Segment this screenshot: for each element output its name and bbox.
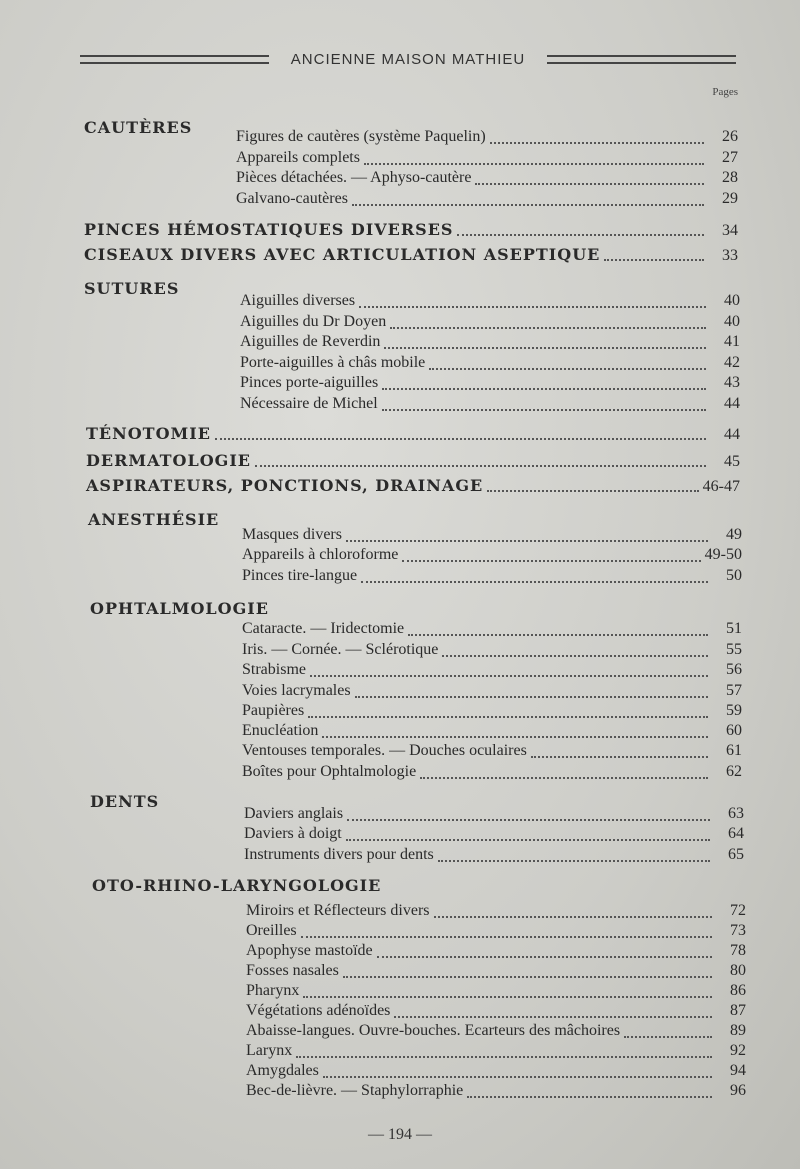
- toc-entry: Pinces porte-aiguilles 43: [240, 374, 740, 391]
- toc-entry: Pinces tire-langue 50: [242, 567, 742, 584]
- toc-entry: Pièces détachées. — Aphyso-cautère 28: [236, 169, 738, 186]
- toc-entry: Miroirs et Réflecteurs divers 72: [246, 902, 746, 919]
- pages-column-label: Pages: [712, 86, 738, 98]
- page-header: [80, 44, 736, 74]
- toc-entry: Strabisme 56: [242, 661, 742, 678]
- section-title-ophtalmologie: OPHTALMOLOGIE: [90, 599, 269, 618]
- toc-entry: Iris. — Cornée. — Sclérotique 55: [242, 641, 742, 658]
- toc-entry: Figures de cautères (système Paquelin) 26: [236, 128, 738, 145]
- toc-entry: Cataracte. — Iridectomie 51: [242, 620, 742, 637]
- toc-entry: Bec-de-lièvre. — Staphylorraphie 96: [246, 1082, 746, 1099]
- toc-entry: Amygdales 94: [246, 1062, 746, 1079]
- toc-entry: Larynx 92: [246, 1042, 746, 1059]
- toc-section-entry: DERMATOLOGIE 45: [86, 451, 740, 470]
- section-title-orl: OTO-RHINO-LARYNGOLOGIE: [92, 876, 382, 895]
- toc-entry: Enucléation 60: [242, 722, 742, 739]
- toc-entry: Apophyse mastoïde 78: [246, 942, 746, 959]
- toc-entry: Aiguilles du Dr Doyen 40: [240, 313, 740, 330]
- section-title-sutures: SUTURES: [84, 279, 180, 298]
- toc-section-entry: CISEAUX DIVERS AVEC ARTICULATION ASEPTIQUE 33: [84, 245, 738, 264]
- toc-entry: Masques divers 49: [242, 526, 742, 543]
- toc-entry: Porte-aiguilles à châs mobile 42: [240, 354, 740, 371]
- toc-entry: Daviers anglais 63: [244, 805, 744, 822]
- toc-entry: Instruments divers pour dents 65: [244, 846, 744, 863]
- toc-entry: Appareils à chloroforme 49-50: [242, 546, 742, 563]
- toc-entry: Aiguilles diverses 40: [240, 292, 740, 309]
- header-rule-left: [80, 55, 269, 64]
- toc-entry: Ventouses temporales. — Douches oculaires 61: [242, 742, 742, 759]
- toc-entry: Appareils complets 27: [236, 149, 738, 166]
- toc-entry: Nécessaire de Michel 44: [240, 395, 740, 412]
- toc-entry: Pharynx 86: [246, 982, 746, 999]
- section-title-cauteres: CAUTÈRES: [84, 118, 193, 137]
- header-rule-right: [547, 55, 736, 64]
- section-title-dents: DENTS: [90, 792, 160, 811]
- toc-section-entry: TÉNOTOMIE 44: [86, 424, 740, 443]
- toc-section-entry: PINCES HÉMOSTATIQUES DIVERSES 34: [84, 220, 738, 239]
- toc-entry: Galvano-cautères 29: [236, 190, 738, 207]
- header-title: ANCIENNE MAISON MATHIEU: [290, 50, 526, 68]
- toc-entry: Végétations adénoïdes 87: [246, 1002, 746, 1019]
- section-title-anesthesie: ANESTHÉSIE: [88, 510, 220, 529]
- toc-entry: Abaisse-langues. Ouvre-bouches. Ecarteurs des mâchoires 89: [246, 1022, 746, 1039]
- toc-entry: Daviers à doigt 64: [244, 825, 744, 842]
- toc-entry: Oreilles 73: [246, 922, 746, 939]
- toc-entry: Aiguilles de Reverdin 41: [240, 333, 740, 350]
- toc-entry: Boîtes pour Ophtalmologie 62: [242, 763, 742, 780]
- toc-entry: Voies lacrymales 57: [242, 682, 742, 699]
- toc-entry: Paupières 59: [242, 702, 742, 719]
- toc-entry: Fosses nasales 80: [246, 962, 746, 979]
- toc-section-entry: ASPIRATEURS, PONCTIONS, DRAINAGE 46-47: [86, 476, 740, 495]
- page-number: — 194 —: [368, 1126, 432, 1143]
